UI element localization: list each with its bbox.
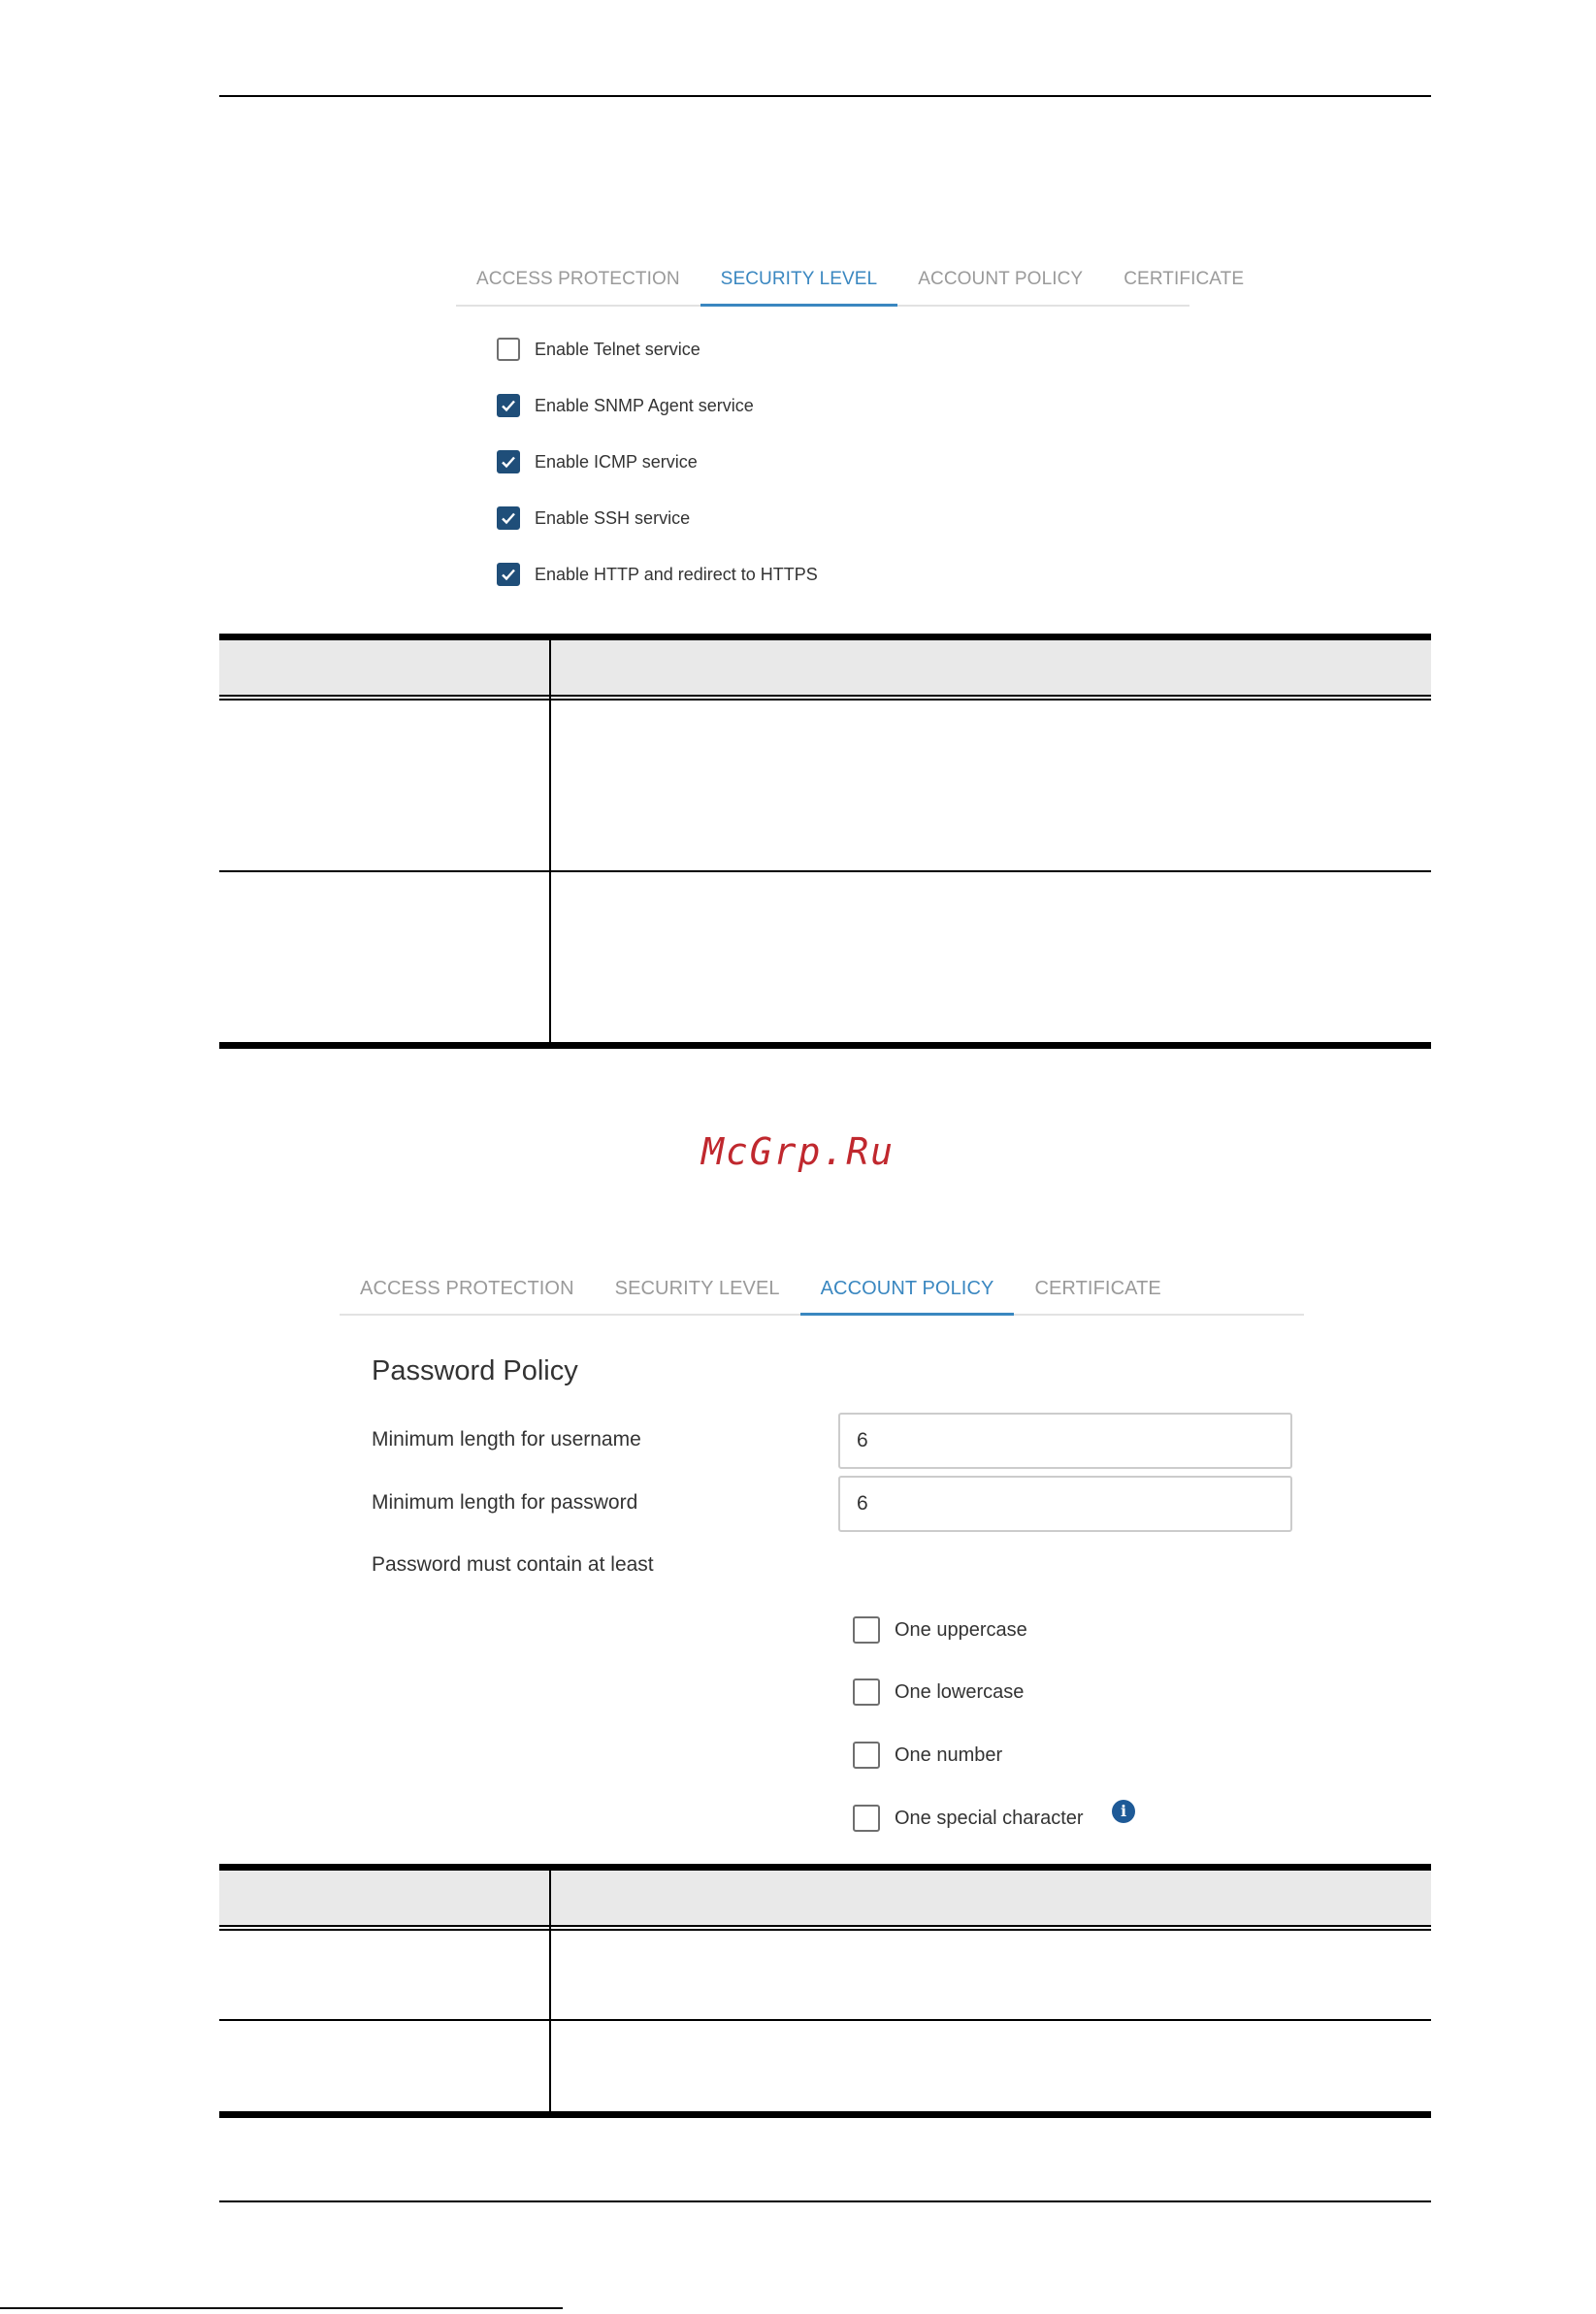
icmp-label: Enable ICMP service: [535, 451, 698, 472]
account-tabs: [340, 1263, 1304, 1316]
special-character-checkbox[interactable]: [853, 1805, 880, 1832]
telnet-label: Enable Telnet service: [535, 339, 700, 359]
tab-account-policy[interactable]: ACCOUNT POLICY: [918, 269, 1084, 289]
min-password-label: Minimum length for password: [372, 1491, 638, 1514]
tab-account-policy[interactable]: ACCOUNT POLICY: [800, 1263, 1015, 1314]
table-header-border: [219, 695, 1431, 701]
check-icon: [500, 566, 517, 583]
table-top-border: [219, 634, 1431, 640]
table-header-border: [219, 1925, 1431, 1931]
special-character-label: One special character: [895, 1807, 1084, 1829]
table-bottom-border: [219, 2111, 1431, 2118]
lowercase-label: One lowercase: [895, 1680, 1025, 1703]
http-checkbox[interactable]: [497, 563, 520, 586]
tab-security-level[interactable]: SECURITY LEVEL: [700, 254, 898, 305]
tab-certificate[interactable]: CERTIFICATE: [1034, 1278, 1161, 1299]
table-header: [219, 640, 1431, 695]
account-policy-table: [219, 1864, 1431, 2121]
table-row-divider: [219, 870, 1431, 872]
check-icon: [500, 509, 517, 527]
security-tabs: [456, 254, 1245, 307]
ssh-label: Enable SSH service: [535, 507, 691, 528]
table-column-divider: [549, 1871, 551, 2111]
snmp-option: [497, 394, 754, 417]
tab-security-level[interactable]: SECURITY LEVEL: [614, 1278, 780, 1299]
snmp-checkbox[interactable]: [497, 394, 520, 417]
uppercase-label: One uppercase: [895, 1618, 1027, 1641]
http-label: Enable HTTP and redirect to HTTPS: [535, 564, 818, 584]
table-column-divider: [549, 640, 551, 1042]
check-icon: [500, 453, 517, 471]
number-checkbox[interactable]: [853, 1742, 880, 1769]
telnet-checkbox[interactable]: [497, 338, 520, 361]
tab-access-protection[interactable]: ACCESS PROTECTION: [360, 1278, 574, 1299]
http-option: [497, 563, 818, 586]
min-username-label: Minimum length for username: [372, 1428, 641, 1450]
table-header: [219, 1871, 1431, 1925]
tab-certificate[interactable]: CERTIFICATE: [1124, 269, 1245, 289]
ssh-option: [497, 506, 690, 530]
icmp-option: [497, 450, 698, 473]
uppercase-checkbox[interactable]: [853, 1616, 880, 1644]
table-bottom-border: [219, 1042, 1431, 1049]
check-icon: [500, 397, 517, 414]
footer-rule: [219, 2200, 1431, 2202]
snmp-label: Enable SNMP Agent service: [535, 395, 754, 415]
header-rule: [219, 95, 1431, 97]
tab-access-protection[interactable]: ACCESS PROTECTION: [476, 269, 680, 289]
uppercase-option: [853, 1616, 1027, 1644]
must-contain-label: Password must contain at least: [372, 1553, 654, 1576]
info-icon[interactable]: i: [1112, 1800, 1135, 1823]
number-option: [853, 1742, 1002, 1769]
special-character-option: [853, 1805, 1084, 1832]
ssh-checkbox[interactable]: [497, 506, 520, 530]
watermark: McGrp.Ru: [700, 1130, 896, 1173]
password-policy-title: Password Policy: [372, 1355, 578, 1386]
icmp-checkbox[interactable]: [497, 450, 520, 473]
lowercase-checkbox[interactable]: [853, 1678, 880, 1706]
table-row-divider: [219, 2019, 1431, 2021]
telnet-option: [497, 338, 700, 361]
min-username-input[interactable]: 6: [838, 1413, 1292, 1469]
number-label: One number: [895, 1744, 1003, 1766]
table-top-border: [219, 1864, 1431, 1871]
lowercase-option: [853, 1678, 1024, 1706]
footer-scan-line: [0, 2307, 563, 2309]
min-password-input[interactable]: 6: [838, 1476, 1292, 1532]
security-level-table: [219, 634, 1431, 1051]
